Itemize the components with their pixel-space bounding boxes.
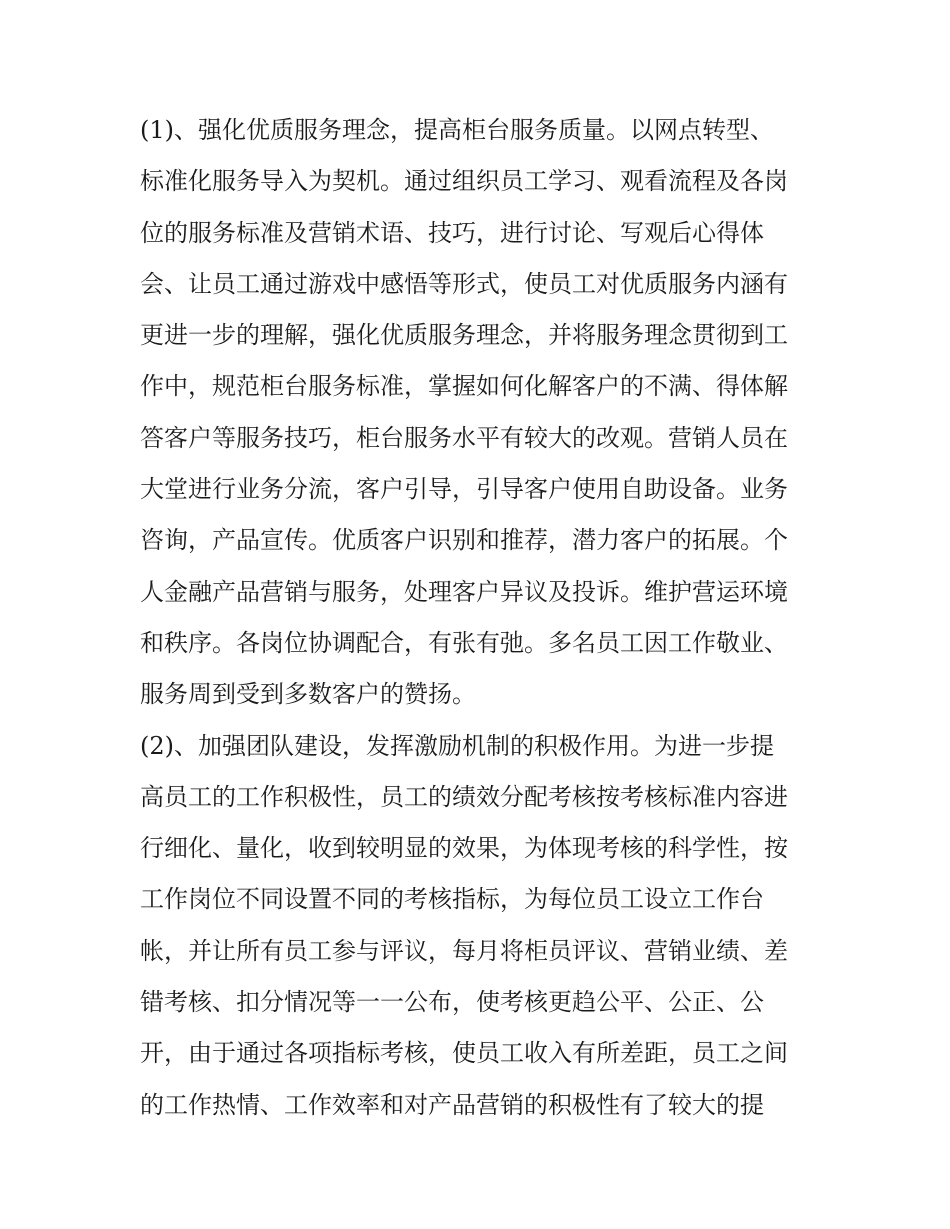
text-line: 位的服务标准及营销术语、技巧，进行讨论、写观后心得体 bbox=[140, 218, 764, 247]
text-line: 咨询，产品宣传。优质客户识别和推荐，潜力客户的拓展。个 bbox=[140, 526, 788, 555]
text-line: 帐，并让所有员工参与评议，每月将柜员评议、营销业绩、差 bbox=[140, 936, 788, 965]
text-line: 高员工的工作积极性，员工的绩效分配考核按考核标准内容进 bbox=[140, 782, 788, 811]
text-line: 标准化服务导入为契机。通过组织员工学习、观看流程及各岗 bbox=[140, 167, 788, 196]
text-line: 行细化、量化，收到较明显的效果，为体现考核的科学性，按 bbox=[140, 834, 788, 863]
text-line: 人金融产品营销与服务，处理客户异议及投诉。维护营运环境 bbox=[140, 577, 788, 606]
text-line: 更进一步的理解，强化优质服务理念，并将服务理念贯彻到工 bbox=[140, 321, 788, 350]
text-line: 错考核、扣分情况等一一公布，使考核更趋公平、公正、公 bbox=[140, 988, 764, 1017]
text-line: 开，由于通过各项指标考核，使员工收入有所差距，员工之间 bbox=[140, 1039, 788, 1068]
text-line: 答客户等服务技巧，柜台服务水平有较大的改观。营销人员在 bbox=[140, 423, 788, 452]
text-line: 的工作热情、工作效率和对产品营销的积极性有了较大的提 bbox=[140, 1090, 764, 1119]
text-line: 大堂进行业务分流，客户引导，引导客户使用自助设备。业务 bbox=[140, 475, 788, 504]
text-line: 和秩序。各岗位协调配合，有张有弛。多名员工因工作敬业、 bbox=[140, 628, 788, 657]
text-line: 会、让员工通过游戏中感悟等形式，使员工对优质服务内涵有 bbox=[140, 269, 788, 298]
text-line: 作中，规范柜台服务标准，掌握如何化解客户的不满、得体解 bbox=[140, 372, 788, 401]
text-line: 服务周到受到多数客户的赞扬。 bbox=[140, 680, 476, 709]
text-line: (2)、加强团队建设，发挥激励机制的积极作用。为进一步提 bbox=[140, 731, 774, 760]
text-line: (1)、强化优质服务理念，提高柜台服务质量。以网点转型、 bbox=[140, 116, 774, 144]
body-text bbox=[140, 105, 820, 1131]
text-line: 工作岗位不同设置不同的考核指标，为每位员工设立工作台 bbox=[140, 885, 764, 914]
